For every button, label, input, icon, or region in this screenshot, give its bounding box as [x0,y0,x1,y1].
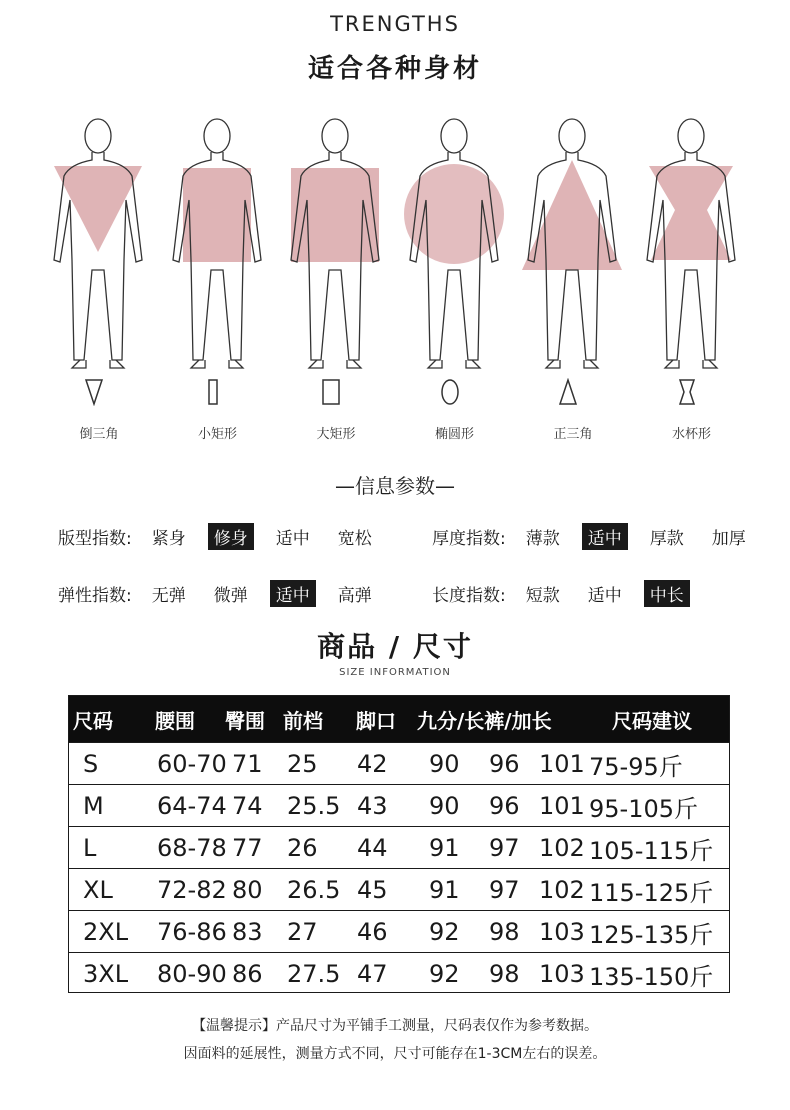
param-option-selected: 中长 [644,580,690,607]
table-cell: 3XL [83,960,129,988]
table-cell: M [83,792,104,820]
table-row [69,952,729,995]
body-type-label: 大矩形 [316,427,356,442]
body-silhouette-icon [277,110,395,372]
table-cell: 105-115斤 [589,836,714,865]
size-section-subtitle: SIZE INFORMATION [339,667,451,678]
table-cell: 90 [429,792,460,820]
body-type-label: 小矩形 [197,427,237,442]
param-option-selected: 适中 [270,580,316,607]
table-cell: 101 [539,792,585,820]
body-type-large-rectangle [277,110,395,450]
param-option: 紧身 [151,528,186,549]
table-row [69,742,729,785]
body-silhouette-icon [514,110,632,372]
param-option: 短款 [525,585,560,606]
table-header-cell: 九分/长裤/加长 [417,708,552,733]
body-silhouette-icon [40,110,158,372]
body-type-inverted-triangle [40,110,158,450]
table-cell: 101 [539,750,585,778]
body-silhouette-icon [633,110,751,372]
table-cell: 44 [357,834,388,862]
table-cell: 45 [357,876,388,904]
table-cell: 102 [539,834,585,862]
table-cell: 125-135斤 [589,920,714,949]
table-row [69,868,729,911]
note-line-1: 【温馨提示】产品尺寸为平铺手工测量，尺码表仅作为参考数据。 [192,1018,598,1034]
table-cell: 96 [489,792,520,820]
body-type-label: 正三角 [553,427,593,442]
param-row [58,522,394,550]
table-cell: 77 [232,834,263,862]
table-header-cell: 尺码 [73,708,113,733]
table-cell: 96 [489,750,520,778]
small-rectangle-icon [203,378,223,406]
body-silhouette-icon [396,110,514,372]
table-cell: 74 [232,792,263,820]
size-table-header [69,696,729,742]
table-cell: 90 [429,750,460,778]
table-cell: 64-74 [157,792,227,820]
param-option-selected: 修身 [208,523,254,550]
table-cell: 27.5 [287,960,341,988]
param-name: 弹性指数: [58,585,132,606]
param-option: 高弹 [337,585,372,606]
table-cell: 98 [489,960,520,988]
size-table [68,695,730,993]
body-type-figures [40,110,750,450]
table-header-cell: 腰围 [155,708,195,733]
table-cell: 60-70 [157,750,227,778]
param-option: 加厚 [711,528,746,549]
body-type-triangle [514,110,632,450]
body-silhouette-icon [159,110,277,372]
table-cell: 25 [287,750,318,778]
table-cell: 42 [357,750,388,778]
table-cell: 27 [287,918,318,946]
table-cell: 80 [232,876,263,904]
table-cell: 115-125斤 [589,878,714,907]
param-name: 长度指数: [432,585,506,606]
table-header-cell: 臀围 [225,708,265,733]
body-type-label: 椭圆形 [434,427,474,442]
param-option: 微弹 [213,585,248,606]
body-type-label: 倒三角 [79,427,119,442]
size-section-title: 商品 / 尺寸 [317,630,473,663]
table-cell: 95-105斤 [589,794,699,823]
param-option: 宽松 [337,528,372,549]
table-cell: L [83,834,97,862]
table-row [69,826,729,869]
param-name: 厚度指数: [432,528,506,549]
table-header-cell: 尺码建议 [612,708,692,733]
page-title: 适合各种身材 [307,54,482,84]
table-header-cell: 脚口 [356,708,396,733]
table-cell: 80-90 [157,960,227,988]
hourglass-icon [677,378,697,406]
param-row [432,522,768,550]
table-cell: 83 [232,918,263,946]
table-cell: 86 [232,960,263,988]
table-cell: 102 [539,876,585,904]
table-cell: 91 [429,834,460,862]
table-cell: 71 [232,750,263,778]
param-row [432,579,706,607]
table-cell: 97 [489,876,520,904]
param-option-selected: 适中 [582,523,628,550]
table-cell: 46 [357,918,388,946]
large-rectangle-icon [321,378,341,406]
body-type-hourglass [633,110,751,450]
param-option: 适中 [587,585,622,606]
param-name: 版型指数: [58,528,132,549]
table-cell: 92 [429,960,460,988]
header-eyebrow: TRENGTHS [330,12,460,36]
triangle-icon [558,378,578,406]
table-header-cell: 前档 [283,708,323,733]
table-cell: S [83,750,99,778]
param-row [58,579,394,607]
table-row [69,910,729,953]
table-cell: 25.5 [287,792,341,820]
param-option: 无弹 [151,585,186,606]
table-cell: 135-150斤 [589,962,714,991]
table-cell: 47 [357,960,388,988]
inverted-triangle-icon [84,378,104,406]
table-cell: 2XL [83,918,129,946]
table-cell: 76-86 [157,918,227,946]
table-cell: 103 [539,918,585,946]
table-cell: 103 [539,960,585,988]
table-cell: 92 [429,918,460,946]
table-row [69,784,729,827]
param-option: 适中 [275,528,310,549]
info-section-title: —信息参数— [335,474,455,498]
param-option: 薄款 [525,528,560,549]
table-cell: 98 [489,918,520,946]
body-type-small-rectangle [159,110,277,450]
table-cell: 72-82 [157,876,227,904]
table-cell: 75-95斤 [589,752,683,781]
oval-icon [440,378,460,406]
table-cell: 97 [489,834,520,862]
table-cell: 68-78 [157,834,227,862]
param-option: 厚款 [649,528,684,549]
table-cell: 26 [287,834,318,862]
note-line-2: 因面料的延展性，测量方式不同，尺寸可能存在1-3CM左右的误差。 [183,1046,607,1062]
table-cell: 91 [429,876,460,904]
table-cell: 43 [357,792,388,820]
body-type-label: 水杯形 [671,427,711,442]
table-cell: XL [83,876,113,904]
body-type-oval [396,110,514,450]
table-cell: 26.5 [287,876,341,904]
